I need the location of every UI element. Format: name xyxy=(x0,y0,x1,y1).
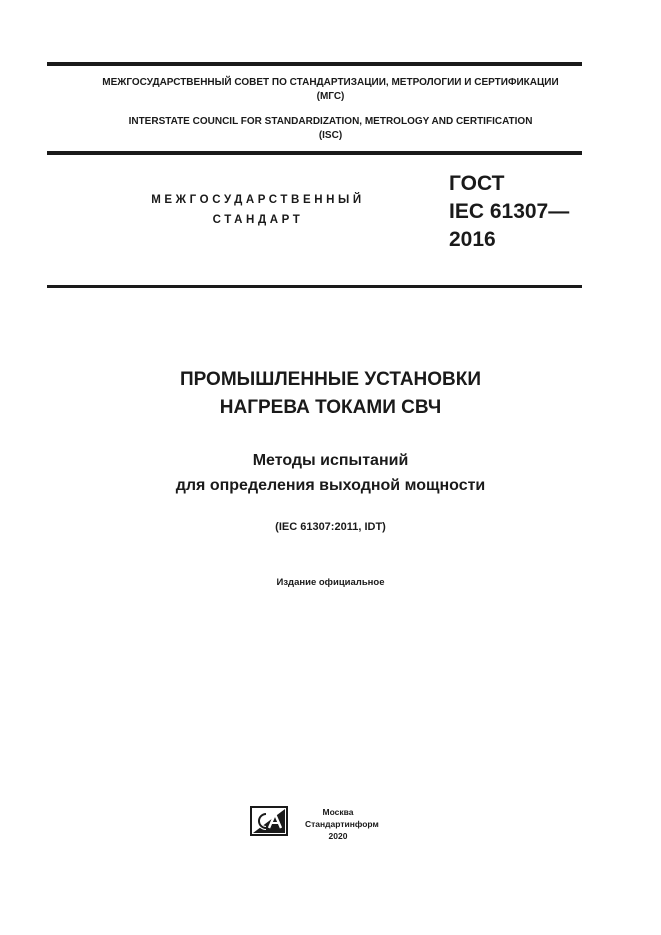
council-ru-abbr: (МГС) xyxy=(316,91,345,102)
standard-kind-line1: МЕЖГОСУДАРСТВЕННЫЙ xyxy=(151,194,365,206)
council-en-name: INTERSTATE COUNCIL FOR STANDARDIZATION, METROLOGY AND CERTIFICATION xyxy=(128,116,533,127)
iec-reference: (IEC 61307:2011, IDT) xyxy=(275,521,386,533)
designation-line2: IEC 61307— xyxy=(449,200,570,223)
designation-line1: ГОСТ xyxy=(449,172,505,195)
council-ru xyxy=(0,76,661,104)
council-en xyxy=(0,115,661,143)
standard-kind xyxy=(118,190,398,230)
title-line2: НАГРЕВА ТОКАМИ СВЧ xyxy=(219,397,442,418)
standard-kind-line2: СТАНДАРТ xyxy=(212,214,304,226)
council-ru-name: МЕЖГОСУДАРСТВЕННЫЙ СОВЕТ ПО СТАНДАРТИЗАЦИИ, МЕТРОЛОГИИ И СЕРТИФИКАЦИИ xyxy=(102,77,559,88)
document-subtitle xyxy=(0,448,661,498)
standartinform-logo-icon xyxy=(250,806,288,836)
council-en-abbr: (ISC) xyxy=(318,130,343,141)
top-rule xyxy=(47,62,582,66)
publisher-block xyxy=(305,806,379,842)
document-title xyxy=(0,366,661,422)
header-rule xyxy=(47,285,582,288)
subtitle-line2: для определения выходной мощности xyxy=(175,477,486,494)
publisher-name: Стандартинформ xyxy=(305,819,379,829)
council-rule xyxy=(47,151,582,155)
publisher-city: Москва xyxy=(322,807,354,817)
standard-designation xyxy=(449,170,569,254)
edition-label: Издание официальное xyxy=(276,577,385,588)
publisher-year: 2020 xyxy=(328,831,348,841)
title-line1: ПРОМЫШЛЕННЫЕ УСТАНОВКИ xyxy=(179,369,482,390)
designation-line3: 2016 xyxy=(449,228,496,251)
subtitle-line1: Методы испытаний xyxy=(252,452,409,469)
